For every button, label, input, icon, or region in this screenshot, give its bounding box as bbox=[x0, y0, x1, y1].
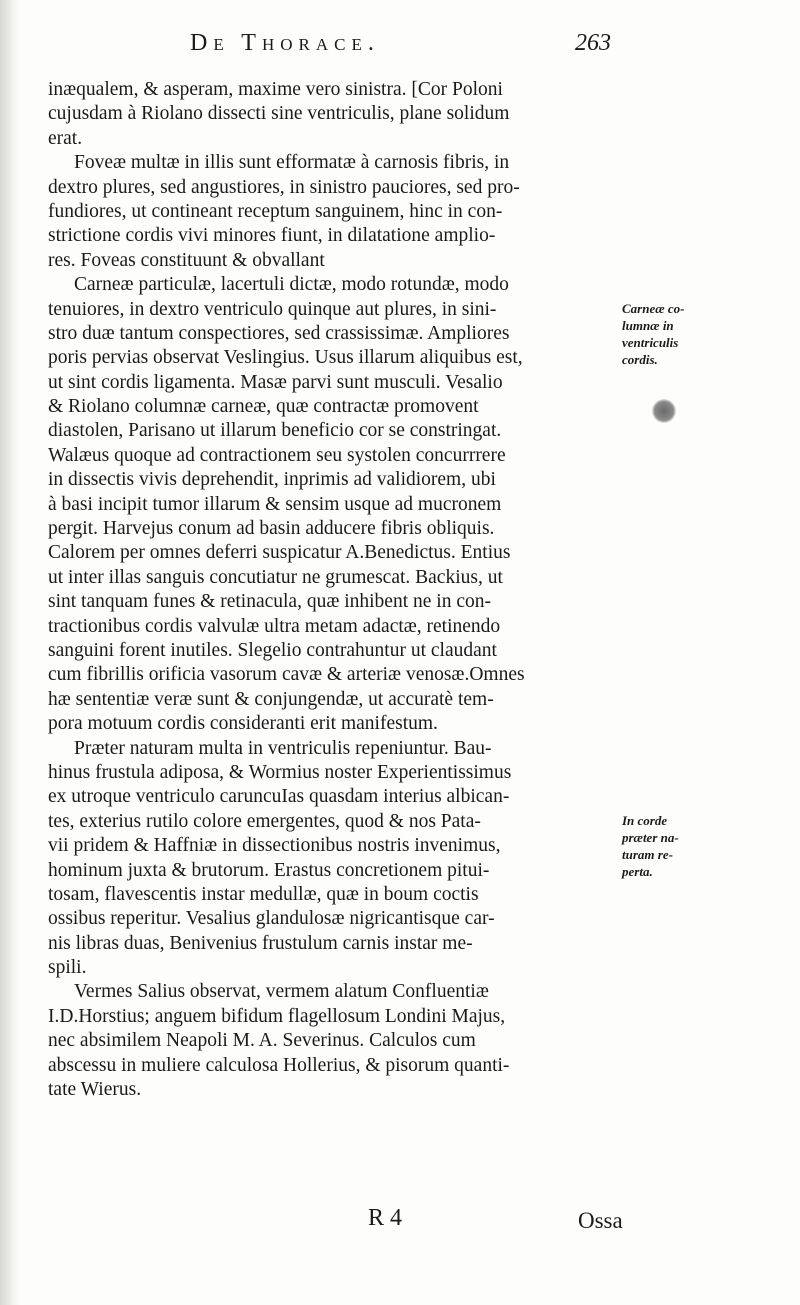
text-line: à basi incipit tumor illarum & sensim usque ad mucronem bbox=[48, 493, 502, 515]
text-line: tosam, flavescentis instar medullæ, quæ in boum coctis bbox=[48, 883, 479, 905]
text-line: tenuiores, in dextro ventriculo quinque aut plures, in sini- bbox=[48, 298, 497, 320]
text-line: in dissectis vivis deprehendit, inprimis ad validiorem, ubi bbox=[48, 469, 496, 491]
text-line: Carneæ particulæ, lacertuli dictæ, modo rotundæ, modo bbox=[74, 274, 509, 296]
text-line: spili. bbox=[48, 957, 87, 979]
page-gutter-shadow bbox=[0, 0, 20, 1305]
text-line: cum fibrillis orificia vasorum cavæ & arteriæ venosæ.Omnes bbox=[48, 664, 525, 686]
margin-note-line: cordis. bbox=[622, 352, 658, 367]
text-line: Foveæ multæ in illis sunt efformatæ à carnosis fibris, in bbox=[74, 152, 510, 174]
text-line: strictione cordis vivi minores fiunt, in dilatatione amplio- bbox=[48, 225, 496, 247]
text-line: ossibus reperitur. Vesalius glandulosæ nigricantisque car- bbox=[48, 908, 495, 930]
margin-note-line: turam re- bbox=[622, 847, 673, 862]
text-line: Præter naturam multa in ventriculis repeniuntur. Bau- bbox=[74, 737, 492, 759]
text-line: res. Foveas constituunt & obvallant bbox=[48, 249, 325, 271]
text-line: diastolen, Parisano ut illarum beneficio cor se constringat. bbox=[48, 420, 502, 442]
margin-note-line: perta. bbox=[622, 864, 653, 879]
margin-note-in-corde bbox=[622, 812, 797, 880]
text-line: ut sint cordis ligamenta. Masæ parvi sunt musculi. Vesalio bbox=[48, 371, 503, 393]
text-line: ut inter illas sanguis concutiatur ne grumescat. Backius, ut bbox=[48, 566, 503, 588]
text-line: cujusdam à Riolano dissecti sine ventriculis, plane solidum bbox=[48, 103, 510, 125]
margin-note-line: In corde bbox=[622, 813, 668, 828]
text-line: Calorem per omnes deferri suspicatur A.Benedictus. Entius bbox=[48, 542, 511, 564]
text-line: sint tanquam funes & retinacula, quæ inhibent ne in con- bbox=[48, 591, 491, 613]
text-line: & Riolano columnæ carneæ, quæ contractæ promovent bbox=[48, 396, 479, 418]
body-text bbox=[48, 78, 618, 1102]
text-line: erat. bbox=[48, 127, 83, 149]
text-line: tractionibus cordis valvulæ ultra metam adactæ, retinendo bbox=[48, 615, 501, 637]
signature-mark: R 4 bbox=[368, 1205, 403, 1231]
text-line: hominum juxta & brutorum. Erastus concretionem pitui- bbox=[48, 859, 490, 881]
ink-blot bbox=[652, 399, 676, 423]
text-line: sanguini forent inutiles. Slegelio contrahuntur ut claudant bbox=[48, 639, 497, 661]
text-line: tate Wierus. bbox=[48, 1079, 142, 1101]
text-line: pergit. Harvejus conum ad basin adducere fibris obliquis. bbox=[48, 518, 495, 540]
text-line: I.D.Horstius; anguem bifidum flagellosum Londini Majus, bbox=[48, 1005, 506, 1027]
margin-note-line: lumnæ in bbox=[622, 318, 674, 333]
text-line: abscessu in muliere calculosa Hollerius, & pisorum quanti- bbox=[48, 1054, 510, 1076]
text-line: tes, exterius rutilo colore emergentes, quod & nos Pata- bbox=[48, 810, 481, 832]
margin-note-carneae-columnae bbox=[622, 300, 797, 368]
text-line: hinus frustula adiposa, & Wormius noster Experientissimus bbox=[48, 761, 512, 783]
margin-note-line: præter na- bbox=[622, 830, 679, 845]
text-line: pora motuum cordis consideranti erit manifestum. bbox=[48, 713, 438, 735]
text-line: nec absimilem Neapoli M. A. Severinus. Calculos cum bbox=[48, 1030, 476, 1052]
text-line: dextro plures, sed angustiores, in sinistro pauciores, sed pro- bbox=[48, 176, 520, 198]
margin-note-line: ventriculis bbox=[622, 335, 679, 350]
text-line: stro duæ tantum conspectiores, sed crassissimæ. Ampliores bbox=[48, 322, 510, 344]
text-line: hæ sententiæ veræ sunt & conjungendæ, ut accuratè tem- bbox=[48, 688, 494, 710]
running-header-title: De Thorace. bbox=[190, 30, 380, 56]
text-line: inæqualem, & asperam, maxime vero sinistra. [Cor Poloni bbox=[48, 79, 503, 100]
text-line: Walæus quoque ad contractionem seu systolen concurrrere bbox=[48, 444, 506, 466]
text-line: Vermes Salius observat, vermem alatum Confluentiæ bbox=[74, 981, 489, 1003]
margin-note-line: Carneæ co- bbox=[622, 301, 685, 316]
text-line: fundiores, ut contineant receptum sanguinem, hinc in con- bbox=[48, 200, 503, 222]
text-line: ex utroque ventriculo caruncuIas quasdam interius albican- bbox=[48, 786, 510, 808]
text-line: poris pervias observat Veslingius. Usus illarum aliquibus est, bbox=[48, 347, 523, 369]
text-line: nis libras duas, Benivenius frustulum carnis instar me- bbox=[48, 932, 473, 954]
catchword: Ossa bbox=[578, 1208, 623, 1233]
page-number: 263 bbox=[575, 30, 611, 56]
text-line: vii pridem & Haffniæ in dissectionibus nostris invenimus, bbox=[48, 835, 501, 857]
